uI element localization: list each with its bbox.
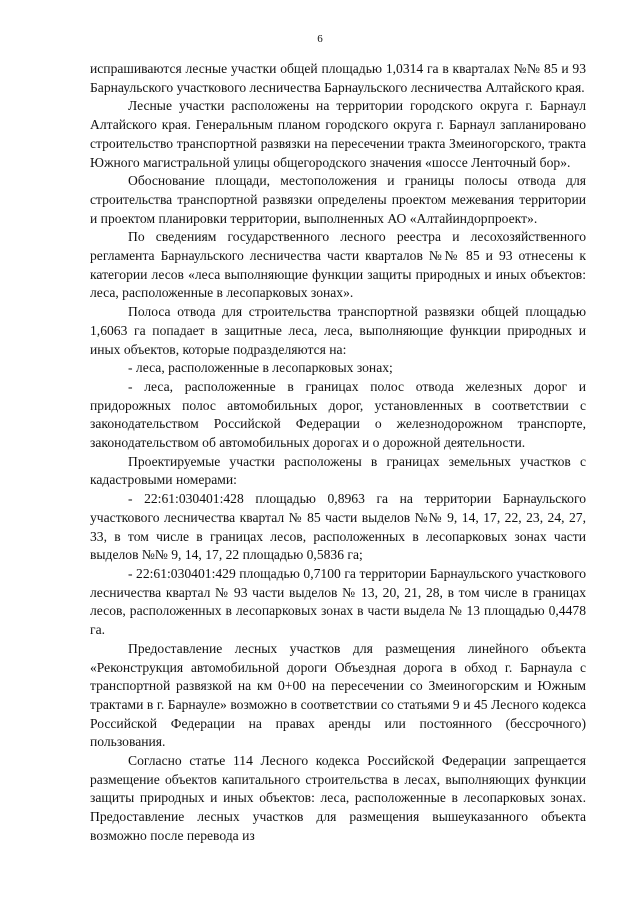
paragraph-3: Обоснование площади, местоположения и границы полосы отвода для строительства транспортной развязки определены проектом межевания территории и проектом планировки территории, выполненных АО «Алтайиндорпроект». [90,173,586,226]
paragraph-4: По сведениям государственного лесного реестра и лесохозяйственного регламента Барнаульского лесничества части кварталов №№ 85 и 93 отнесены к категории лесов «леса выполняющие функции защиты природных и иных объектов: леса, расположенные в лесопарковых зонах». [90,229,586,301]
paragraph-2: Лесные участки расположены на территории городского округа г. Барнаул Алтайского края. Генеральным планом городского округа г. Барнаул запланировано строительство транспортной развязки на пересечении тракта Змеиногорского, тракта Южного магистральной улицы общегородского значения «шоссе Ленточный бор». [90,98,586,170]
list-item-parcel-429: - 22:61:030401:429 площадью 0,7100 га территории Барнаульского участкового лесничества квартал № 93 части выделов № 13, 20, 21, 28, в том числе в границах лесов, расположенных в лесопарковых зонах в части выдела № 13 площадью 0,4478 га. [90,565,586,638]
list-item-parcel-428: - 22:61:030401:428 площадью 0,8963 га на территории Барнаульского участкового лесничества квартал № 85 части выделов №№ 9, 14, 17, 22, 23, 24, 27, 33, в том числе в границах лесов, расположенных в лесопарковых зонах части выделов №№ 9, 14, 17, 22 площадью 0,5836 га; [90,491,586,563]
paragraph-7: Предоставление лесных участков для размещения линейного объекта «Реконструкция автомобильной дороги Объездная дорога в обход г. Барнаула с транспортной развязкой на км 0+00 на пересечении со Змеиногорским и Южным трактами в г. Барнауле» возможно в соответствии со статьями 9 и 45 Лесного кодекса Российской Федерации на правах аренды или постоянного (бессрочного) пользования. [90,640,586,750]
paragraph-6: Проектируемые участки расположены в границах земельных участков с кадастровыми номерами: [90,453,586,488]
paragraph-5: Полоса отвода для строительства транспортной развязки общей площадью 1,6063 га попадает в защитные леса, леса, выполняющие функции природных и иных объектов, которые подразделяются на: [90,304,586,357]
paragraph-8: Согласно статье 114 Лесного кодекса Российской Федерации запрещается размещение объектов капитального строительства в лесах, выполняющих функции защиты природных и иных объектов: леса, расположенные в лесопарковых зонах. Предоставление лесных участков для размещения вышеуказанного объекта возможно после перевода из [90,753,586,843]
page-number: 6 [317,33,323,45]
list-item-lesoparkovye: - леса, расположенные в лесопарковых зонах; [128,360,393,376]
list-item-polosy-otvoda: - леса, расположенные в границах полос отвода железных дорог и придорожных полос автомобильных дорог, установленных в соответствии с законодательством Российской Федерации о железнодорожном транспорте, законодательством об автомобильных дорогах и о дорожной деятельности. [90,378,586,451]
document-body [90,60,586,846]
paragraph-1: испрашиваются лесные участки общей площадью 1,0314 га в кварталах №№ 85 и 93 Барнаульского участкового лесничества Барнаульского лесничества Алтайского края. [90,61,586,95]
